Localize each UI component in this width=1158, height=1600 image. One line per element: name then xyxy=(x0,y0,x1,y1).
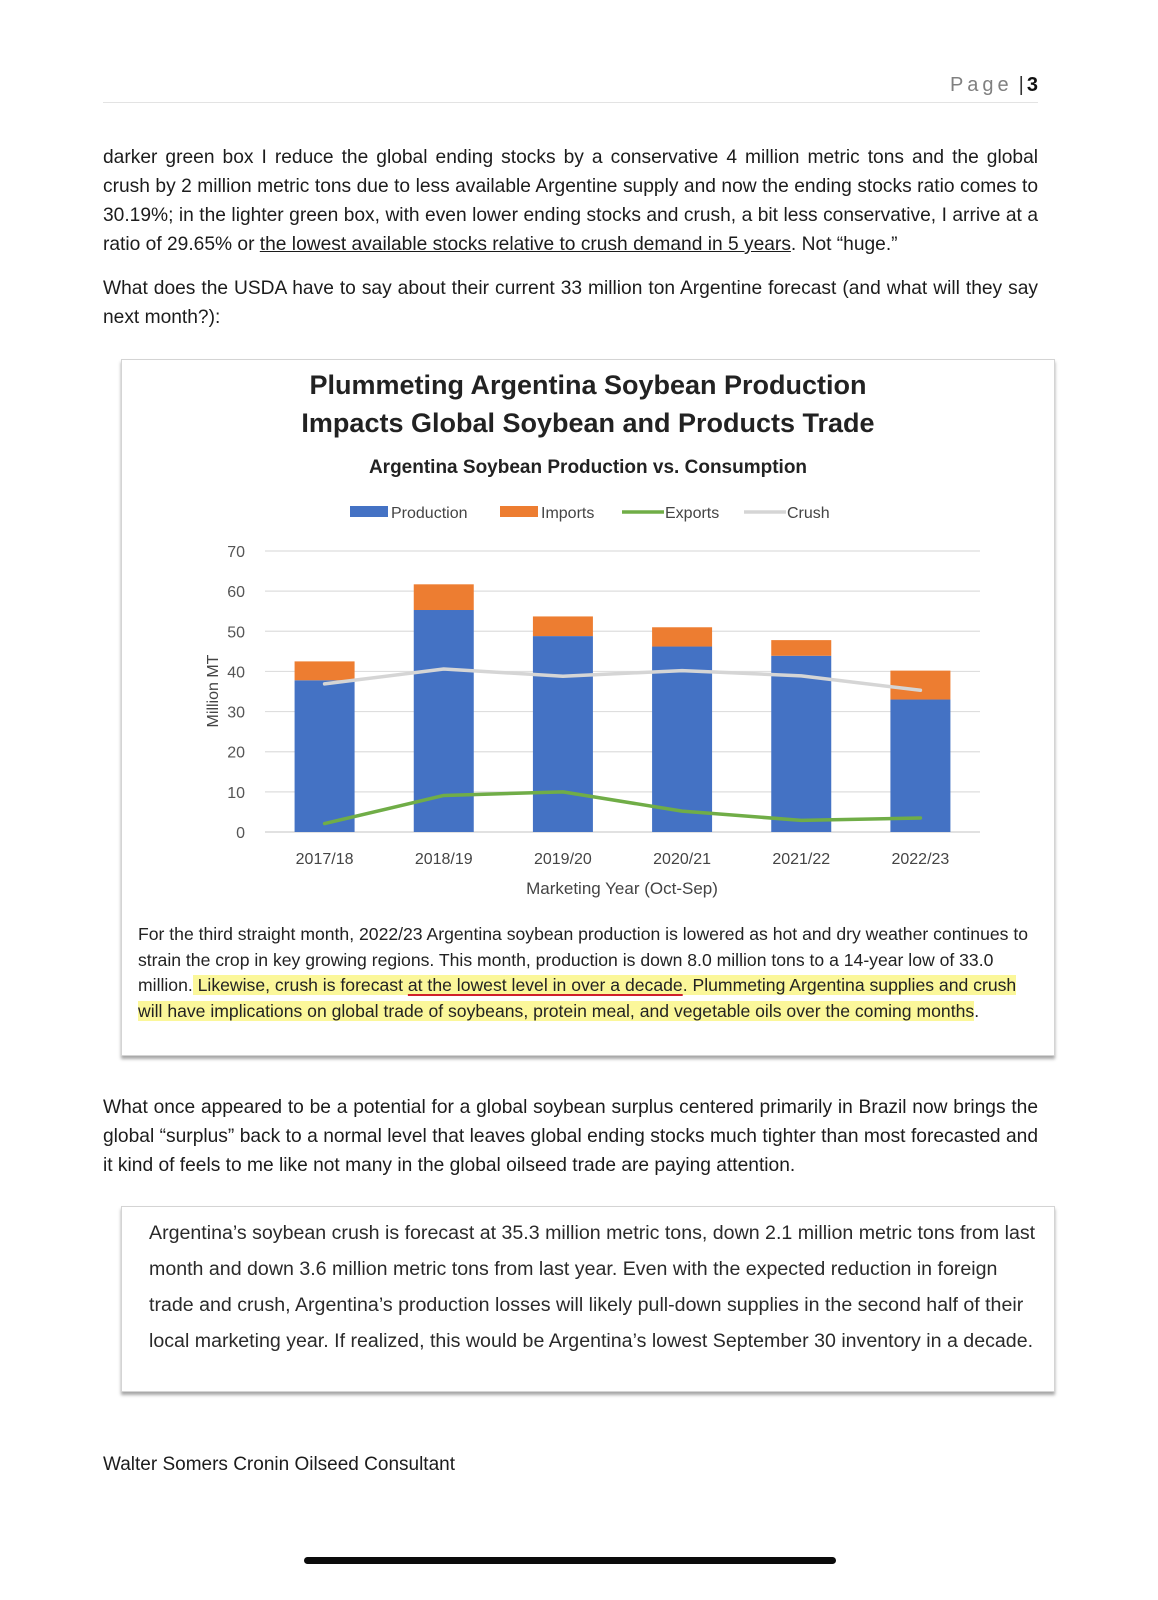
x-axis-label: Marketing Year (Oct-Sep) xyxy=(526,879,718,898)
bar-imports-2021-22 xyxy=(771,640,831,656)
legend-swatch-imports xyxy=(500,506,538,517)
x-tick-label: 2021/22 xyxy=(772,851,831,868)
x-tick-label: 2022/23 xyxy=(891,851,950,868)
chart-legend xyxy=(350,505,830,522)
legend-label-imports: Imports xyxy=(541,505,595,522)
bar-imports-2018-19 xyxy=(414,584,474,610)
bar-production-2017-18 xyxy=(295,680,355,832)
bar-imports-2022-23 xyxy=(890,671,950,700)
figure-title-line-1: Plummeting Argentina Soybean Production xyxy=(309,370,867,400)
y-axis-ticks xyxy=(227,544,245,842)
legend-label-crush: Crush xyxy=(787,505,830,522)
caption-highlight xyxy=(138,975,1016,1021)
x-tick-label: 2019/20 xyxy=(533,851,592,868)
page-separator: | xyxy=(1018,74,1024,96)
y-tick-label: 20 xyxy=(227,744,245,762)
figure-title-line-2: Impacts Global Soybean and Products Trade xyxy=(301,408,875,438)
chart-bars xyxy=(295,584,951,832)
question-paragraph: What does the USDA have to say about their current 33 million ton Argentine forecast (and what will they say next month?): xyxy=(103,278,1038,328)
intro-text-end: . Not “huge.” xyxy=(790,234,898,255)
y-tick-label: 0 xyxy=(236,825,245,842)
usda-figure-box xyxy=(121,359,1055,1056)
usda-quote-box xyxy=(121,1206,1055,1392)
legend-label-production: Production xyxy=(391,505,468,522)
y-axis-label: Million MT xyxy=(205,654,222,728)
body-paragraph: What once appeared to be a potential for a global soybean surplus centered primarily in Brazil now brings the global “surplus” back to a normal level that leaves global ending stocks much tighter than most forecasted and it kind of feels to me like not many in the global oilseed trade are paying attention. xyxy=(103,1097,1038,1176)
chart-title: Argentina Soybean Production vs. Consumption xyxy=(368,457,808,478)
bar-production-2019-20 xyxy=(533,636,593,832)
x-axis-ticks xyxy=(296,851,950,868)
y-tick-label: 70 xyxy=(227,544,245,561)
y-tick-label: 40 xyxy=(227,664,245,682)
caption-highlight-a: Likewise, crush is forecast xyxy=(192,975,408,995)
footer-author: Walter Somers Cronin Oilseed Consultant xyxy=(103,1454,455,1475)
bar-imports-2020-21 xyxy=(652,627,712,646)
caption-text: For the third straight month, 2022/23 Argentina soybean production is lowered as hot and dry weather continues to strain the crop in key growing regions. This month, production is down 8.0 million tons to a 14-year low of 33.0 million. xyxy=(138,924,1029,995)
bar-imports-2019-20 xyxy=(533,616,593,636)
bar-production-2021-22 xyxy=(771,656,831,832)
y-tick-label: 30 xyxy=(227,704,245,722)
bar-production-2022-23 xyxy=(890,700,950,832)
caption-red-underline: at the lowest level in over a decade xyxy=(407,975,683,995)
stacked-bar-chart xyxy=(122,360,1054,920)
page-number: 3 xyxy=(1026,74,1038,96)
x-tick-label: 2017/18 xyxy=(295,851,354,868)
home-indicator xyxy=(304,1557,836,1564)
x-tick-label: 2018/19 xyxy=(414,851,473,868)
legend-label-exports: Exports xyxy=(665,505,720,522)
intro-underlined-text: the lowest available stocks relative to crush demand in 5 years xyxy=(259,234,791,255)
intro-paragraph xyxy=(103,143,1038,259)
y-tick-label: 60 xyxy=(227,584,245,602)
caption-end: . xyxy=(974,1000,980,1021)
bar-imports-2017-18 xyxy=(295,661,355,680)
quote-text: Argentina’s soybean crush is forecast at 35.3 million metric tons, down 2.1 million metric tons from last month and down 3.6 million metric tons from last year. Even with the expected reduction in foreign trade and crush, Argentina’s production losses will likely pull-down supplies in the second half of their local marketing year. If realized, this would be Argentina’s lowest September 30 inventory in a decade. xyxy=(149,1222,1036,1352)
caption-highlight-b: . Plummeting Argentina supplies and crush will have implications on global trade of soybeans, protein meal, and vegetable oils over the coming months xyxy=(138,975,1017,1021)
page-number-label xyxy=(950,74,1038,97)
page-header xyxy=(103,74,1038,103)
y-tick-label: 10 xyxy=(227,784,245,802)
x-tick-label: 2020/21 xyxy=(653,851,712,868)
page-word: Page xyxy=(949,74,1013,96)
legend-swatch-production xyxy=(350,506,388,517)
figure-caption xyxy=(138,922,1038,1024)
chart-gridlines xyxy=(265,551,980,832)
y-tick-label: 50 xyxy=(227,624,245,642)
intro-text: darker green box I reduce the global ending stocks by a conservative 4 million metric tons and the global crush by 2 million metric tons due to less available Argentine supply and now the ending stocks ratio comes to 30.19%; in the lighter green box, with even lower ending stocks and crush, a bit less conservative, I arrive at a ratio of 29.65% or xyxy=(103,147,1038,255)
bar-production-2020-21 xyxy=(652,647,712,832)
